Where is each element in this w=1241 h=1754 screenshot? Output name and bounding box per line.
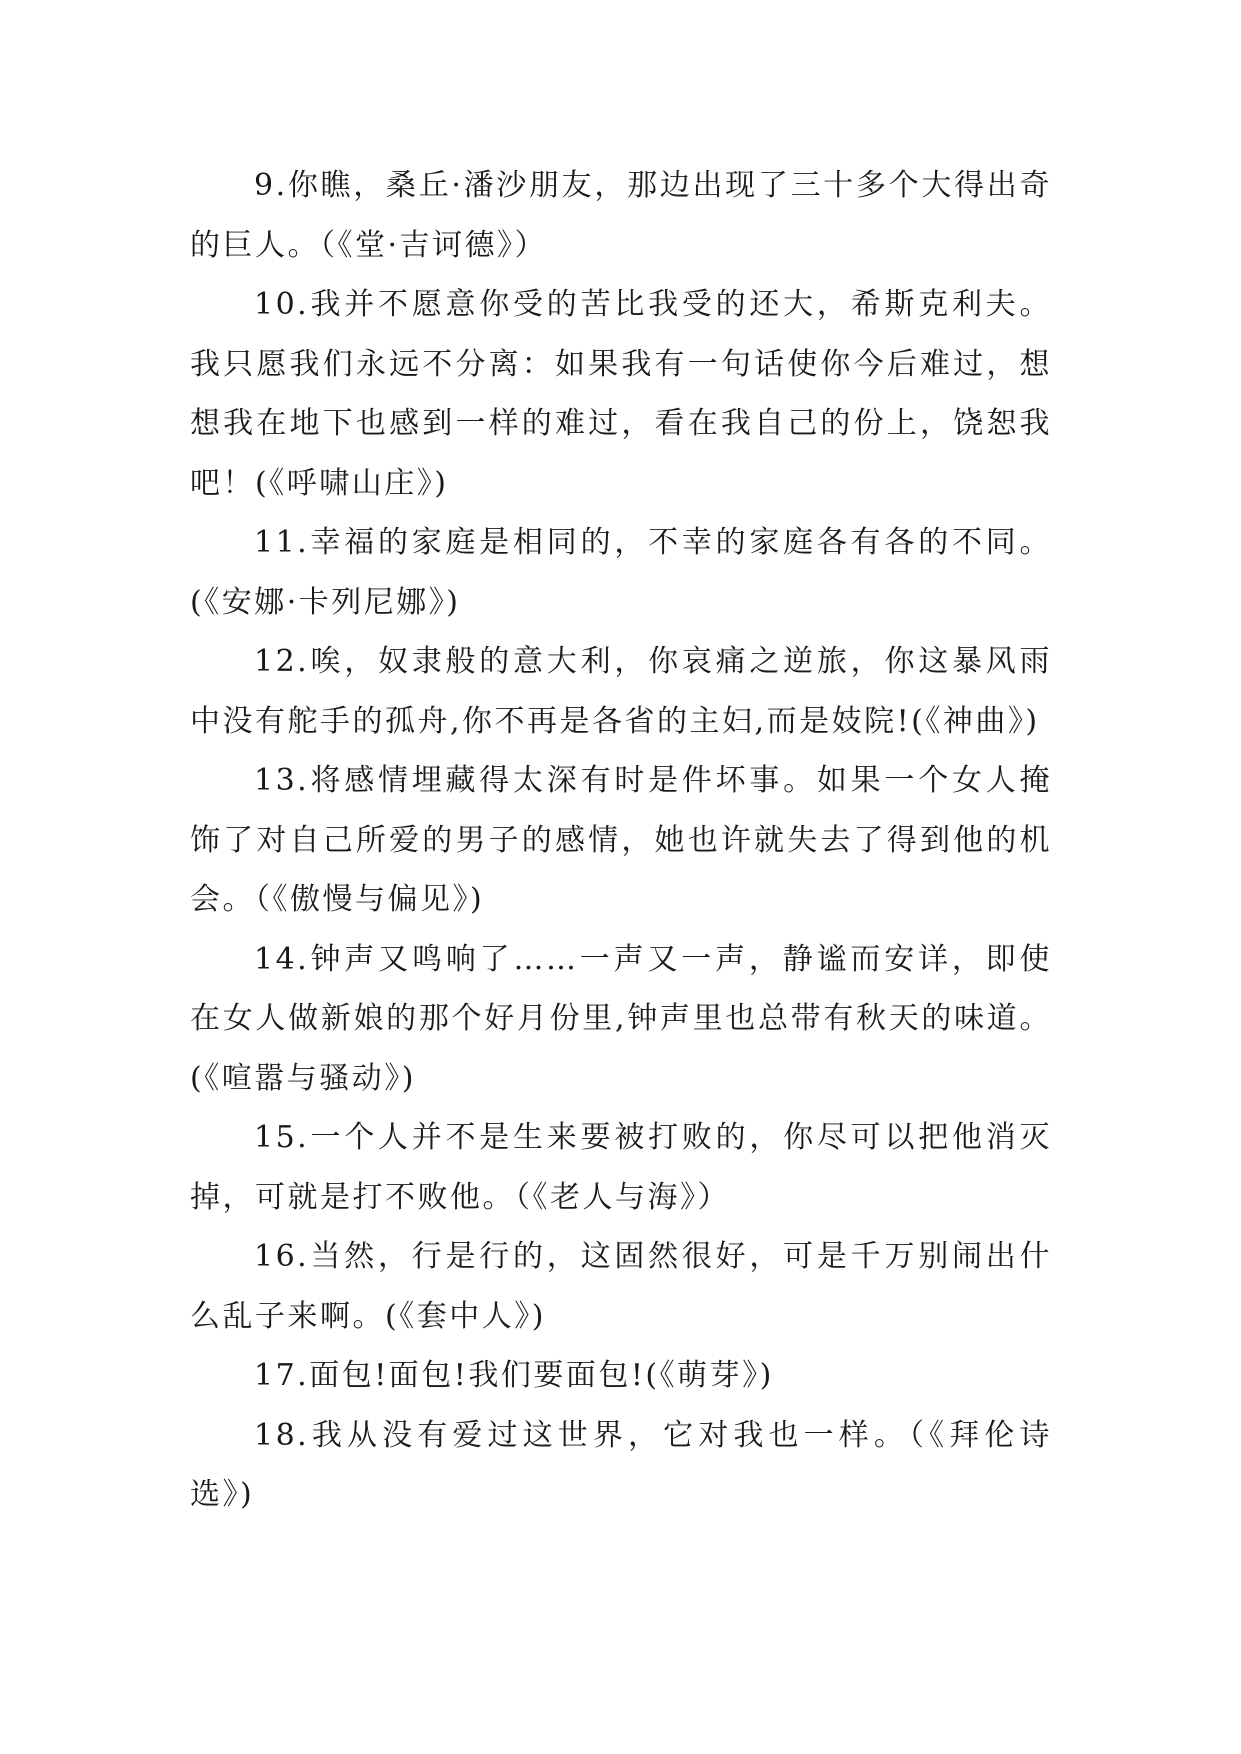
quote-paragraph-9: 9.你瞧，桑丘·潘沙朋友，那边出现了三十多个大得出奇的巨人。（《堂·吉诃德》） <box>190 168 1052 263</box>
quote-paragraph-17: 17.面包!面包!我们要面包!(《萌芽》) <box>254 1358 774 1393</box>
quote-paragraph-12: 12.唉，奴隶般的意大利，你哀痛之逆旅，你这暴风雨中没有舵手的孤舟,你不再是各省的主妇,而是妓院!(《神曲》) <box>190 644 1052 739</box>
quote-paragraph-10: 10.我并不愿意你受的苦比我受的还大，希斯克利夫。我只愿我们永远不分离：如果我有一句话使你今后难过，想想我在地下也感到一样的难过，看在我自己的份上，饶恕我吧！(《呼啸山庄》) <box>190 287 1052 501</box>
quote-paragraph-14: 14.钟声又鸣响了……一声又一声，静谧而安详，即使在女人做新娘的那个好月份里,钟声里也总带有秋天的味道。(《喧嚣与骚动》) <box>190 941 1052 1096</box>
quote-paragraph-16: 16.当然，行是行的，这固然很好，可是千万别闹出什么乱子来啊。(《套中人》) <box>190 1239 1052 1334</box>
quote-paragraph-13: 13.将感情埋藏得太深有时是件坏事。如果一个女人掩饰了对自己所爱的男子的感情，她也许就失去了得到他的机会。（《傲慢与偏见》) <box>190 763 1052 917</box>
quote-paragraph-11: 11.幸福的家庭是相同的，不幸的家庭各有各的不同。(《安娜·卡列尼娜》) <box>190 525 1052 620</box>
document-body <box>190 156 1052 1525</box>
quote-paragraph-15: 15.一个人并不是生来要被打败的，你尽可以把他消灭掉，可就是打不败他。（《老人与海》） <box>190 1120 1052 1215</box>
quote-paragraph-18: 18.我从没有爱过这世界，它对我也一样。（《拜伦诗选》) <box>190 1417 1052 1512</box>
